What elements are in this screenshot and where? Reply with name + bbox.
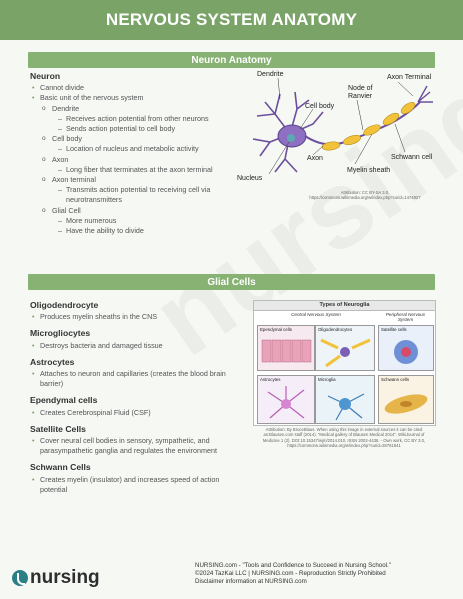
neuron-diagram-credit: Attribution: CC BY-SA 3.0, https://commons.wikimedia.org/w/index.php?curid=1474927 [309, 190, 421, 201]
neuron-diagram [235, 64, 445, 189]
neuron-item: – Sends action potential to cell body [30, 124, 245, 134]
glial-item: • Produces myelin sheaths in the CNS [30, 312, 245, 322]
glial-item: • Creates Cerebrospinal Fluid (CSF) [30, 408, 245, 418]
neuron-item: – Have the ability to divide [30, 226, 245, 236]
glial-block [30, 328, 245, 350]
glial-heading: Schwann Cells [30, 462, 91, 473]
footer [195, 562, 455, 586]
neuron-item: o Glial Cell [30, 206, 245, 216]
ng-cell-ependymal: Ependymal cells [257, 325, 315, 371]
neuron-item: o Axon [30, 155, 245, 165]
glial-block [30, 462, 245, 495]
footer-line-2: ©2024 TazKai LLC | NURSING.com - Reproduction Strictly Prohibited [195, 570, 386, 577]
glial-block [30, 300, 245, 322]
neuron-item: • Basic unit of the nervous system [30, 93, 245, 103]
footer-line-3: Disclaimer information at NURSING.com [195, 578, 307, 585]
label-node-ranvier: Node of Ranvier [348, 85, 373, 100]
neuron-item: – Long fiber that terminates at the axon terminal [30, 165, 245, 175]
ng-cell-schwann: Schwann cells [378, 375, 434, 424]
logo-text: nursing [30, 567, 100, 588]
glial-heading: Satellite Cells [30, 423, 86, 434]
glial-list [30, 436, 245, 456]
glial-list [30, 341, 245, 351]
neuron-item: o Axon terminal [30, 175, 245, 185]
label-cell-body: Cell body [305, 103, 335, 110]
neuron-item: – Receives action potential from other neurons [30, 114, 245, 124]
neuron-heading: Neuron [30, 71, 61, 81]
glial-text [30, 300, 245, 501]
neuron-text [30, 71, 245, 236]
footer-line-1: NURSING.com - "Tools and Confidence to Succeed in Nursing School." [195, 562, 391, 569]
label-nucleus: Nucleus [237, 175, 263, 182]
glial-block [30, 357, 245, 390]
glial-list [30, 369, 245, 389]
label-dendrite: Dendrite [257, 71, 284, 78]
neuroglia-pns-label: Peripheral Nervous System [385, 312, 426, 322]
glial-heading: Oligodendrocyte [30, 300, 99, 310]
neuron-item: – Transmits action potential to receiving cell via neurotransmitters [30, 185, 245, 205]
neuroglia-credit: Attribution: By BruceBlaus. When using this image in external sources it can be cited as:Blausen.com staff (2014). "Medical gallery of Blausen Medical 2014". WikiJournal of Medicine 1 (2). DOI:10.15347/wjm/2014.010. ISSN 2002-4436. - Own work, CC BY 3.0, https://commons.wikimedia.org/w/index.php?curid=28761841 [262, 427, 426, 449]
axon-terminal-branches [418, 86, 433, 102]
glial-item: • Creates myelin (insulator) and increases speed of action potential [30, 475, 245, 495]
glial-item: • Destroys bacteria and damaged tissue [30, 341, 245, 351]
ng-cell-microglia: Microglia [315, 375, 375, 424]
ng-cell-satellite: Satellite cells [378, 325, 434, 371]
glial-item: • Attaches to neuron and capillaries (creates the blood brain barrier) [30, 369, 245, 389]
nucleus [287, 134, 295, 142]
label-axon: Axon [307, 155, 323, 162]
logo-mark-icon [12, 570, 28, 586]
glial-heading: Microgliocytes [30, 328, 91, 339]
glial-list [30, 312, 245, 322]
page-title: NERVOUS SYSTEM ANATOMY [0, 0, 463, 40]
label-schwann-cell: Schwann cell [391, 154, 433, 161]
neuron-item: • Cannot divide [30, 83, 245, 93]
label-axon-terminal: Axon Terminal [387, 74, 432, 81]
neuron-item: – Location of nucleus and metabolic activity [30, 144, 245, 154]
myelin-sheath [322, 100, 417, 151]
neuroglia-title: Types of Neuroglia [254, 301, 435, 311]
ng-cell-astrocytes: Astrocytes [257, 375, 315, 424]
neuroglia-cns-label: Central Nervous System [291, 312, 341, 317]
glial-list [30, 475, 245, 495]
nursing-logo [12, 565, 100, 591]
ng-cell-oligodendrocytes: Oligodendrocytes [315, 325, 375, 371]
glial-heading: Ependymal cells [30, 395, 98, 406]
glial-list [30, 408, 245, 418]
glial-item: • Cover neural cell bodies in sensory, sympathetic, and parasympathetic ganglia and regulates the environment [30, 436, 245, 456]
neuron-list [30, 83, 245, 236]
neuron-item: o Dendrite [30, 104, 245, 114]
section-glial-cells: Glial Cells [28, 274, 435, 290]
glial-block [30, 395, 245, 417]
neuron-item: – More numerous [30, 216, 245, 226]
section-neuron-anatomy: Neuron Anatomy [28, 52, 435, 68]
neuron-item: o Cell body [30, 134, 245, 144]
neuroglia-diagram [253, 300, 436, 426]
glial-block [30, 424, 245, 457]
label-myelin-sheath: Myelin sheath [347, 167, 391, 174]
glial-heading: Astrocytes [30, 356, 75, 367]
